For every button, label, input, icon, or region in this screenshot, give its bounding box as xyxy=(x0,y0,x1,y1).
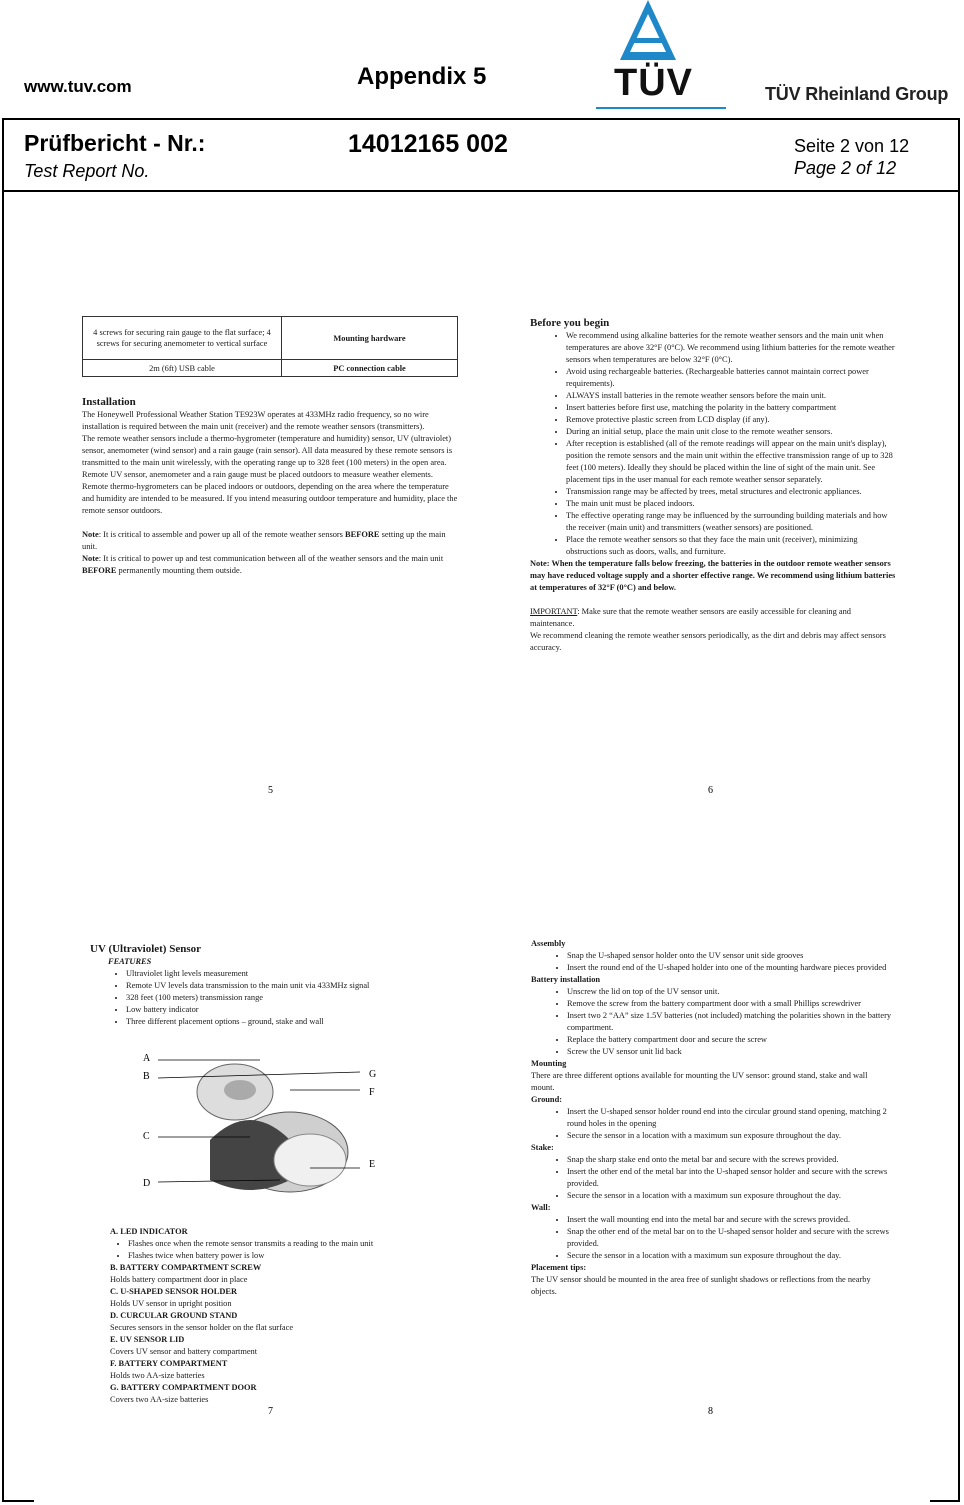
part-desc: Secures sensors in the sensor holder on the flat surface xyxy=(110,1323,294,1332)
note-2 xyxy=(82,553,458,577)
mounting-text: There are three different options available for mounting the UV sensor: ground stand, stake and wall mount. xyxy=(531,1071,868,1092)
page-indicator-de: Seite 2 von 12 xyxy=(794,136,910,156)
part-title: D. CURCULAR GROUND STAND xyxy=(110,1311,238,1320)
hardware-table xyxy=(82,316,458,377)
note-text: setting up the main unit. xyxy=(82,530,446,551)
list-item: • Snap the other end of the metal bar on to the U-shaped sensor holder and secure with the screws provided. xyxy=(567,1226,893,1250)
part-title: B. BATTERY COMPARTMENT SCREW xyxy=(110,1263,262,1272)
note-bold: BEFORE xyxy=(345,530,380,539)
part-title: E. UV SENSOR LID xyxy=(110,1335,185,1344)
part-title: F. BATTERY COMPARTMENT xyxy=(110,1359,228,1368)
list-item: • Flashes twice when battery power is low xyxy=(128,1250,450,1262)
list-item: • Place the remote weather sensors so that they face the main unit (receiver), minimizing obstructions such as doors, walls, and furniture. xyxy=(566,534,896,558)
paragraph: The remote weather sensors include a thermo-hygrometer (temperature and humidity) sensor, UV (ultraviolet) sensor, anemometer (wind sensor) and a rain gauge (rain sensor). All data measured by these remote sensors is transmitted to the main unit wirelessly, with the operating range up to 328 feet (100 meters) in the open area. xyxy=(82,434,453,467)
freezing-note: Note: When the temperature falls below freezing, the batteries in the outdoor remote weather sensors may have reduced voltage supply and a shorter effective range. We recommend using lithium batteries at temperatures of 32°F (0°C) and below. xyxy=(530,559,896,592)
note-bold: BEFORE xyxy=(82,566,117,575)
list-item: • ALWAYS install batteries in the remote weather sensors before the main unit. xyxy=(566,390,896,402)
figure-label-b: B xyxy=(143,1071,150,1082)
list-item: • Low battery indicator xyxy=(126,1004,460,1016)
list-item: • The main unit must be placed indoors. xyxy=(566,498,896,510)
ground-list xyxy=(531,1106,893,1142)
parts-list xyxy=(110,1226,450,1406)
part-title: G. BATTERY COMPARTMENT DOOR xyxy=(110,1383,257,1392)
paragraph: Remote thermo-hygrometers can be placed indoors or outdoors, depending on the area where the temperature and humidity are intended to be measured. If you intend measuring outdoor temperature and humidity, place the remote sensor outdoors. xyxy=(82,482,458,515)
list-item: • After reception is established (all of the remote readings will appear on the main unit's display), position the remote sensors and the main unit within the effective transmission range of up to 328 feet (100 meters). Ideally they should be placed within the line of sight of the main unit. See placement tips in the user manual for each remote weather sensor separately. xyxy=(566,438,896,486)
list-item: • Insert the other end of the metal bar into the U-shaped sensor holder and secure with the screws provided. xyxy=(567,1166,893,1190)
manual-page-7 xyxy=(90,942,460,1028)
tuv-logo-word: TÜV xyxy=(614,62,693,104)
tuv-logo xyxy=(596,0,728,112)
list-item: • Snap the sharp stake end onto the metal bar and secure with the screws provided. xyxy=(567,1154,893,1166)
important-label: IMPORTANT xyxy=(530,607,578,616)
assembly-title: Assembly xyxy=(531,939,566,948)
note-text: : It is critical to power up and test communication between all of the weather sensors and the main unit xyxy=(98,554,444,563)
list-item: • Secure the sensor in a location with a maximum sun exposure throughout the day. xyxy=(567,1250,893,1262)
list-item: • Secure the sensor in a location with a maximum sun exposure throughout the day. xyxy=(567,1130,893,1142)
list-item: • We recommend using alkaline batteries for the remote weather sensors and the main unit when temperatures are above 32°F (0°C). We recommend using lithium batteries for the remote weather sensors when temperatures are below 32°F (0°C). xyxy=(566,330,896,366)
battery-list xyxy=(531,986,893,1058)
list-item: • Unscrew the lid on top of the UV sensor unit. xyxy=(567,986,893,998)
list-item: • Transmission range may be affected by trees, metal structures and electronic appliances. xyxy=(566,486,896,498)
stake-list xyxy=(531,1154,893,1202)
cleaning-note: We recommend cleaning the remote weather sensors periodically, as the dirt and debris may affect sensors accuracy. xyxy=(530,631,886,652)
battery-title: Battery installation xyxy=(531,975,601,984)
table-cell: PC connection cable xyxy=(282,360,458,377)
installation-title: Installation xyxy=(82,396,136,408)
report-label-en: Test Report No. xyxy=(24,161,150,181)
part-desc: Holds battery compartment door in place xyxy=(110,1275,248,1284)
assembly-list xyxy=(531,950,893,974)
list-item: • Replace the battery compartment door and secure the screw xyxy=(567,1034,893,1046)
mounting-title: Mounting xyxy=(531,1059,567,1068)
list-item: • 328 feet (100 meters) transmission range xyxy=(126,992,460,1004)
website-url: www.tuv.com xyxy=(24,77,132,96)
header-divider xyxy=(2,190,960,192)
table-cell: Mounting hardware xyxy=(282,317,458,360)
part-desc: Holds two AA-size batteries xyxy=(110,1371,205,1380)
before-you-begin-title: Before you begin xyxy=(530,317,610,329)
note-label: Note xyxy=(82,554,99,563)
list-item: • Avoid using rechargeable batteries. (Rechargeable batteries cannot maintain correct power requirements). xyxy=(566,366,896,390)
note-1 xyxy=(82,529,458,553)
wall-title: Wall: xyxy=(531,1203,551,1212)
list-item: • Insert the round end of the U-shaped holder into one of the mounting hardware pieces provided xyxy=(567,962,893,974)
features-list xyxy=(90,968,460,1028)
placement-title: Placement tips: xyxy=(531,1263,587,1272)
table-cell: 2m (6ft) USB cable xyxy=(83,360,282,377)
note-text: : It is critical to assemble and power up all of the remote weather sensors xyxy=(98,530,346,539)
important-note xyxy=(530,606,896,630)
wall-list xyxy=(531,1214,893,1262)
page-number-7: 7 xyxy=(268,1406,273,1417)
figure-label-d: D xyxy=(143,1178,151,1189)
uv-sensor-figure xyxy=(140,1050,390,1200)
report-number: 14012165 002 xyxy=(348,130,508,158)
page-number-6: 6 xyxy=(708,785,713,796)
table-row xyxy=(83,360,458,377)
part-bullets xyxy=(110,1238,450,1262)
list-item: • Insert two 2 “AA” size 1.5V batteries (not included) matching the polarities shown in the battery compartment. xyxy=(567,1010,893,1034)
report-label-de: Prüfbericht - Nr.: xyxy=(24,130,206,156)
page-number-5: 5 xyxy=(268,785,273,796)
note-label: Note xyxy=(82,530,99,539)
table-row xyxy=(83,317,458,360)
list-item: • During an initial setup, place the main unit close to the remote weather sensors. xyxy=(566,426,896,438)
tuv-group-name: TÜV Rheinland Group xyxy=(765,84,949,104)
manual-page-6 xyxy=(530,316,896,654)
list-item: • Snap the U-shaped sensor holder onto the UV sensor unit side grooves xyxy=(567,950,893,962)
page-indicator-en: Page 2 of 12 xyxy=(794,158,897,178)
part-desc: Covers two AA-size batteries xyxy=(110,1395,209,1404)
part-title: C. U-SHAPED SENSOR HOLDER xyxy=(110,1287,238,1296)
list-item: • Remote UV levels data transmission to the main unit via 433MHz signal xyxy=(126,980,460,992)
features-label: FEATURES xyxy=(108,957,152,966)
uv-sensor-illustration xyxy=(140,1050,390,1200)
paragraph: The Honeywell Professional Weather Station TE923W operates at 433MHz radio frequency, so no wire installation is required between the main unit (receiver) and the remote weather sensors (transmitters). xyxy=(82,410,429,431)
part-desc: Covers UV sensor and battery compartment xyxy=(110,1347,258,1356)
bottom-corner-left xyxy=(2,1500,34,1502)
list-item: • Insert the U-shaped sensor holder round end into the circular ground stand opening, matching 2 round holes in the opening xyxy=(567,1106,893,1130)
important-text: : Make sure that the remote weather sensors are easily accessible for cleaning and maintenance. xyxy=(530,607,851,628)
manual-page-8 xyxy=(531,938,893,1298)
paragraph: Remote UV sensor, anemometer and a rain gauge must be placed outdoors to measure weather elements. xyxy=(82,470,433,479)
figure-label-g: G xyxy=(369,1069,377,1080)
list-item: • Insert batteries before first use, matching the polarity in the battery compartment xyxy=(566,402,896,414)
list-item: • Secure the sensor in a location with a maximum sun exposure throughout the day. xyxy=(567,1190,893,1202)
placement-text: The UV sensor should be mounted in the area free of sunlight shadows or reflections from the nearby objects. xyxy=(531,1275,871,1296)
table-cell: 4 screws for securing rain gauge to the flat surface; 4 screws for securing anemometer to vertical surface xyxy=(83,317,282,360)
list-item: • Insert the wall mounting end into the metal bar and secure with the screws provided. xyxy=(567,1214,893,1226)
list-item: • Flashes once when the remote sensor transmits a reading to the main unit xyxy=(128,1238,450,1250)
figure-label-c: C xyxy=(143,1131,150,1142)
figure-label-f: F xyxy=(369,1087,375,1098)
bottom-corner-right xyxy=(930,1500,960,1502)
uv-sensor-title: UV (Ultraviolet) Sensor xyxy=(90,943,201,955)
list-item: • The effective operating range may be influenced by the surrounding building materials and how the receiver (main unit) and transmitters (weather sensors) are positioned. xyxy=(566,510,896,534)
list-item: • Ultraviolet light levels measurement xyxy=(126,968,460,980)
page-number-8: 8 xyxy=(708,1406,713,1417)
list-item: • Three different placement options – ground, stake and wall xyxy=(126,1016,460,1028)
part-desc: Holds UV sensor in upright position xyxy=(110,1299,232,1308)
list-item: • Remove the screw from the battery compartment door with a small Phillips screwdriver xyxy=(567,998,893,1010)
figure-label-a: A xyxy=(143,1053,151,1064)
note-text: permanently mounting them outside. xyxy=(116,566,242,575)
figure-label-e: E xyxy=(369,1159,376,1170)
part-title: A. LED INDICATOR xyxy=(110,1227,188,1236)
ground-title: Ground: xyxy=(531,1095,563,1104)
list-item: • Remove protective plastic screen from LCD display (if any). xyxy=(566,414,896,426)
manual-page-5 xyxy=(82,316,458,577)
before-list xyxy=(530,330,896,558)
appendix-title: Appendix 5 xyxy=(357,63,487,90)
list-item: • Screw the UV sensor unit lid back xyxy=(567,1046,893,1058)
stake-title: Stake: xyxy=(531,1143,554,1152)
